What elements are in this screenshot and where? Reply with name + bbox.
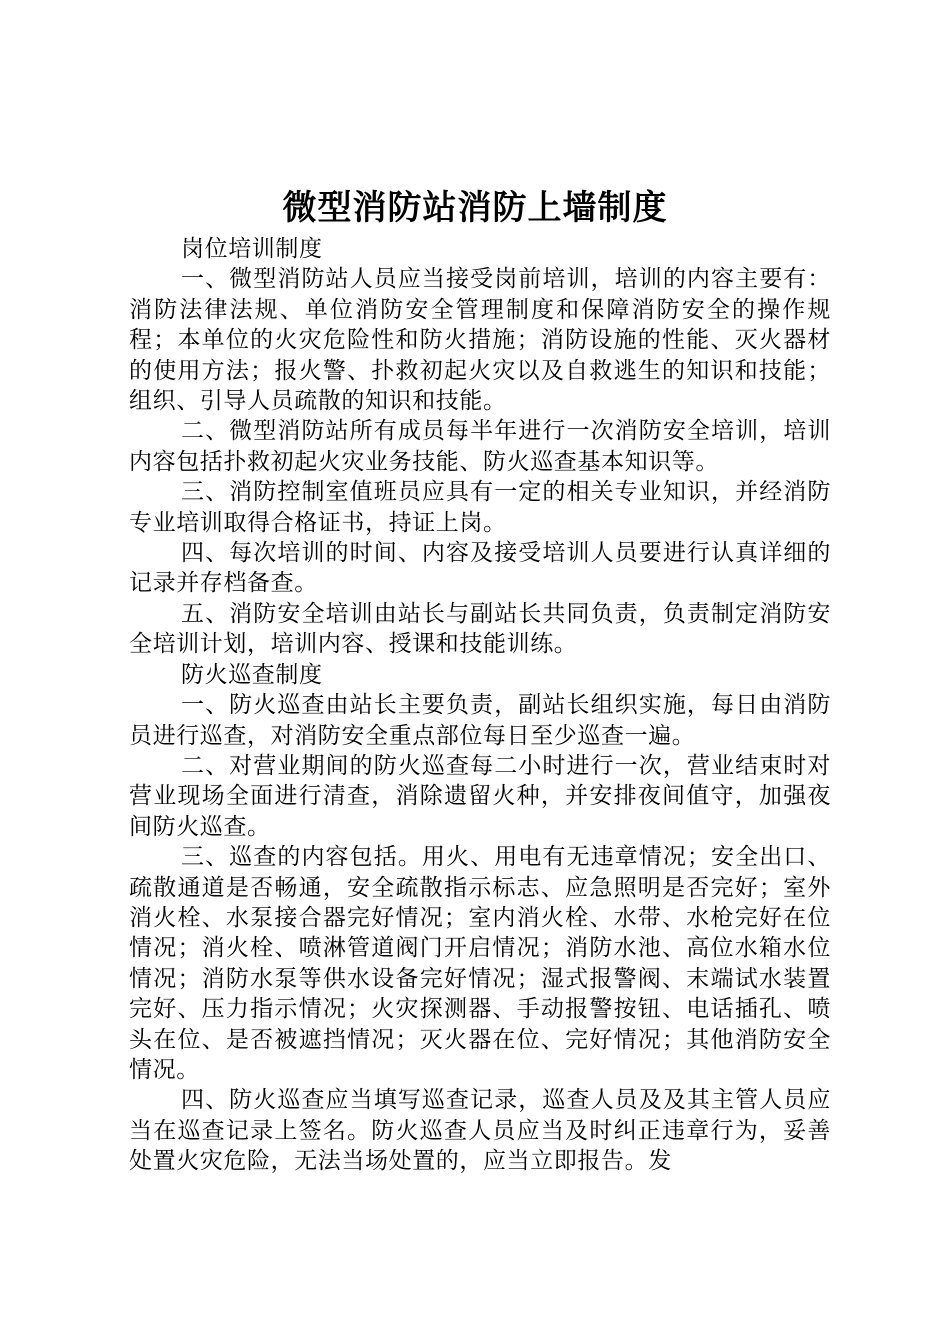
paragraph: 四、防火巡查应当填写巡查记录，巡查人员及及其主管人员应当在巡查记录上签名。防火巡查人员应当及时纠正违章行为，妥善处置火灾危险，无法当场处置的，应当立即报告。发	[129, 1087, 831, 1175]
section-heading-training: 岗位培训制度	[181, 236, 323, 262]
paragraph: 四、每次培训的时间、内容及接受培训人员要进行认真详细的记录并存档备查。	[129, 540, 831, 597]
paragraph: 二、对营业期间的防火巡查每二小时进行一次，营业结束时对营业现场全面进行清查，消除遗留火种，并安排夜间值守，加强夜间防火巡查。	[129, 752, 831, 840]
document-body	[129, 234, 831, 1177]
paragraph: 一、防火巡查由站长主要负责，副站长组织实施，每日由消防员进行巡查，对消防安全重点部位每日至少巡查一遍。	[129, 692, 831, 749]
paragraph: 一、微型消防站人员应当接受岗前培训，培训的内容主要有：消防法律法规、单位消防安全管理制度和保障消防安全的操作规程；本单位的火灾危险性和防火措施；消防设施的性能、灭火器材的使用方法；报火警、扑救初起火灾以及自救逃生的知识和技能；组织、引导人员疏散的知识和技能。	[129, 266, 831, 415]
paragraph: 二、微型消防站所有成员每半年进行一次消防安全培训，培训内容包括扑救初起火灾业务技能、防火巡查基本知识等。	[129, 418, 831, 475]
paragraph: 三、消防控制室值班员应具有一定的相关专业知识，并经消防专业培训取得合格证书，持证上岗。	[129, 479, 831, 536]
section-heading-patrol: 防火巡查制度	[181, 661, 323, 688]
paragraph: 五、消防安全培训由站长与副站长共同负责，负责制定消防安全培训计划，培训内容、授课和技能训练。	[129, 600, 831, 658]
paragraph: 三、巡查的内容包括。用火、用电有无违章情况；安全出口、疏散通道是否畅通，安全疏散指示标志、应急照明是否完好；室外消火栓、水泵接合器完好情况；室内消火栓、水带、水枪完好在位情况；消火栓、喷淋管道阀门开启情况；消防水池、高位水箱水位情况；消防水泵等供水设备完好情况；湿式报警阀、末端试水装置完好、压力指示情况；火灾探测器、手动报警按钮、电话插孔、喷头在位、是否被遮挡情况；灭火器在位、完好情况；其他消防安全情况。	[129, 844, 831, 1083]
document-title: 微型消防站消防上墙制度	[282, 188, 668, 228]
